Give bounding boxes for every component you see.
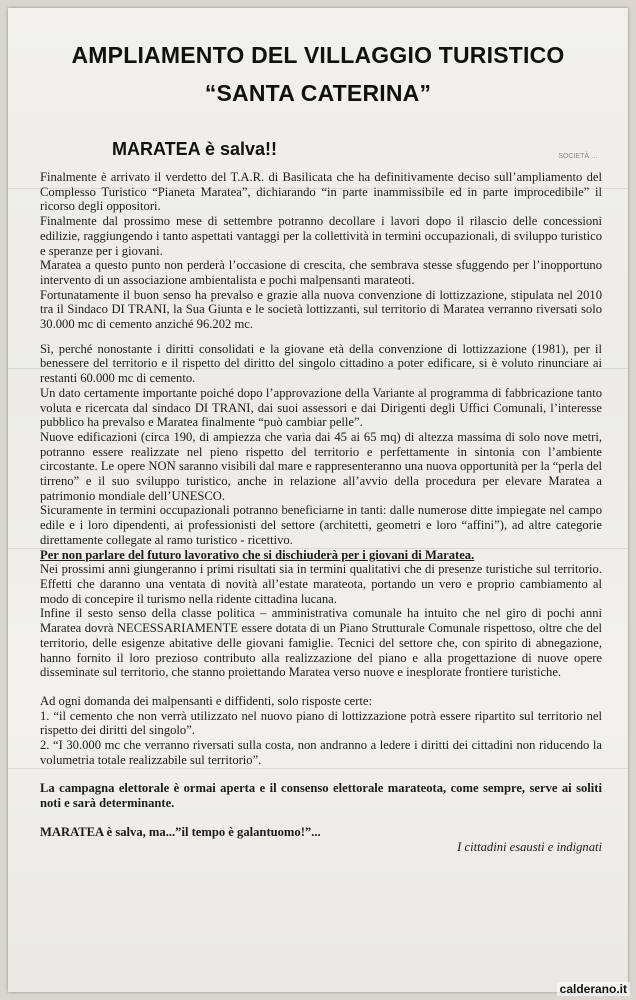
paragraph-closing: MARATEA è salva, ma...”il tempo è galantuomo!”... xyxy=(40,824,321,839)
paragraph-campaign: La campagna elettorale è ormai aperta e il consenso elettorale marateota, come sempre, serve ai soliti noti e sarà determinante. xyxy=(40,781,602,811)
paragraph-results: Nei prossimi anni giungeranno i primi risultati sia in termini qualitativi che di presenze turistiche sul territorio. Effetti che daranno una ventata di novità all’estate marateota, portando un vero e proprio cambiamento al modo di concepire il turismo nella ridente cittadina lucana. xyxy=(40,562,602,606)
paragraph-variant: Un dato certamente importante poiché dopo l’approvazione della Variante al programma di fabbricazione tanto voluta e ricercata dal sindaco DI TRANI, dai suoi assessori e dai Dirigenti degli Uffici Comunali, l’interesse pubblico ha prevalso e Maratea finalmente “può cambiar pelle”. xyxy=(40,385,602,430)
paragraph-verdict: Finalmente è arrivato il verdetto del T.A.R. di Basilicata che ha definitivamente deciso sull’ampliamento del Complesso Turistico “Pianeta Maratea”, dichiarando “in parte inammissibile ed in parte improcedibile” il ricorso degli oppositori. xyxy=(40,170,602,214)
paragraph-answers-intro: Ad ogni domanda dei malpensanti e diffidenti, solo risposte certe: xyxy=(40,693,373,708)
stamp-mark: SOCIETÀ … xyxy=(558,153,598,160)
poster-sheet xyxy=(8,8,628,992)
paragraph-youth: Per non parlare del futuro lavorativo che si dischiuderà per i giovani di Maratea. xyxy=(40,547,475,562)
paragraph-buildings: Nuove edificazioni (circa 190, di ampiezza che varia dai 45 ai 65 mq) di altezza massima di solo nove metri, potranno essere realizzate nel pieno rispetto del territorio e perfettamente in sintonia con l’ambiente circostante. Le opere NON saranno visibili dal mare e rappresenteranno una nuova opportunità per la “perla del tirreno” e il suo sviluppo turistico, anche in relazione all’avvio della procedura per elevare Maratea a patrimonio mondiale dell’UNESCO. xyxy=(40,429,602,503)
poster-subtitle: MARATEA è salva!! xyxy=(112,139,278,159)
paragraph-employment: Sicuramente in termini occupazionali potranno beneficiarne in tanti: dalle numerose ditte impiegate nel campo edile e i loro dipendenti, ai professionisti del settore (architetti, geometri e loro “affini”), ad altre categorie direttamente collegate al ramo turistico - ricettivo. xyxy=(40,503,602,547)
poster-body xyxy=(40,170,602,854)
poster-title-line-2: “SANTA CATERINA” xyxy=(204,80,432,106)
poster-title-line-1: AMPLIAMENTO DEL VILLAGGIO TURISTICO xyxy=(71,42,565,68)
paragraph-answer-2: 2. “I 30.000 mc che verranno riversati sulla costa, non andranno a ledere i diritti dei cittadini non riducendo la volumetria totale realizzabile sul territorio”. xyxy=(40,738,602,767)
paragraph-works: Finalmente dal prossimo mese di settembre potranno decollare i lavori dopo il rilascio delle concessioni edilizie, raggiungendo i tanto aspettati vantaggi per la collettività in termini occupazionali, di sviluppo turistico e speranze per i giovani. xyxy=(40,214,602,258)
signature: I cittadini esausti e indignati xyxy=(457,839,602,854)
paragraph-answer-1: 1. “il cemento che non verrà utilizzato nel nuovo piano di lottizzazione potrà essere ripartito sul territorio nel rispetto dei diritti del singolo”. xyxy=(40,708,602,738)
paragraph-convention: Fortunatamente il buon senso ha prevalso e grazie alla nuova convenzione di lottizzazione, stipulata nel 2010 tra il Sindaco DI TRANI, la Sua Giunta e le società lottizzanti, sul territorio di Maratea verranno riversati solo 30.000 mc di cemento anziché 96.202 mc. xyxy=(40,287,602,332)
watermark-logo: calderano.it xyxy=(557,982,630,996)
paragraph-growth: Maratea a questo punto non perderà l’occasione di crescita, che sembrava stesse sfuggendo per l’inopportuno intervento di un associazione ambientalista e pochi malpensanti marateoti. xyxy=(40,258,602,287)
paragraph-rights: Sì, perché nonostante i diritti consolidati e la giovane età della convenzione di lottizzazione (1981), per il benessere del territorio e il rispetto del diritto del singolo cittadino a poter edificare, si è voluto rinunciare ai restanti 60.000 mc di cemento. xyxy=(40,341,602,386)
paragraph-plan: Infine il sesto senso della classe politica – amministrativa comunale ha intuito che nel giro di pochi anni Maratea dovrà NECESSARIAMENTE essere dotata di un Piano Strutturale Comunale rispettoso, oltre che del territorio, delle esigenze abitative delle giovani famiglie. Tecnici del settore che, con spirito di abnegazione, hanno fornito il loro prezioso contributo alla realizzazione del piano e alla progettazione di nuove opere disseminate sul territorio, che stanno proiettando Maratea verso nuove e inesplorate frontiere turistiche. xyxy=(40,606,602,680)
